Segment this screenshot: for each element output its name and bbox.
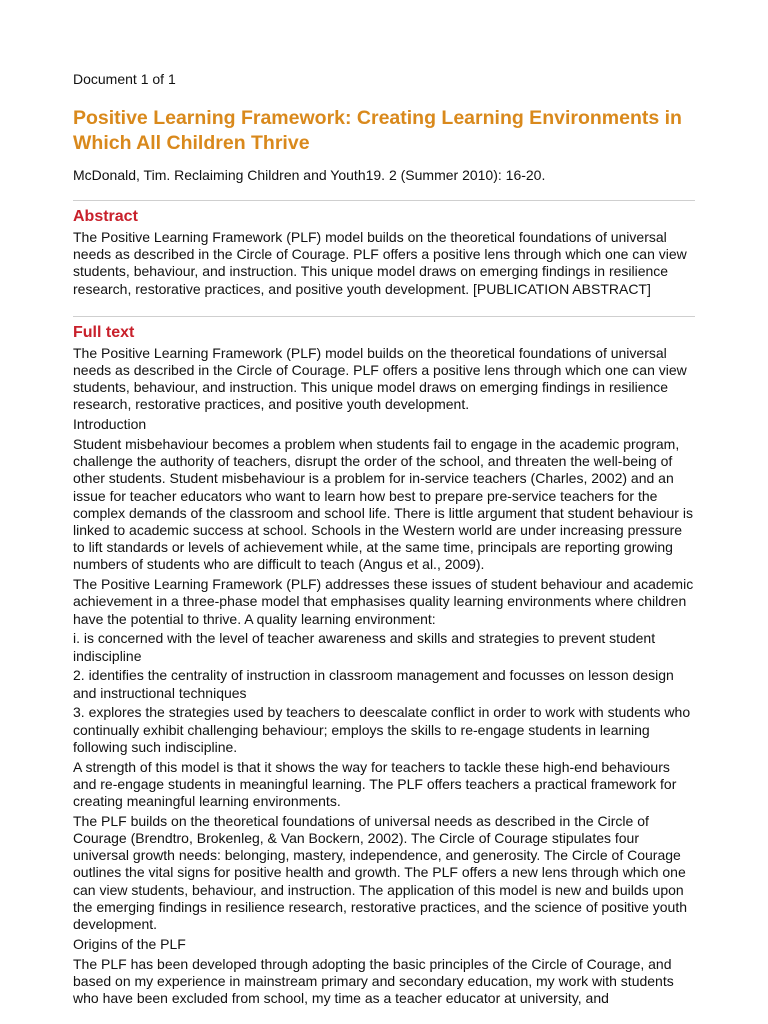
paragraph: The Positive Learning Framework (PLF) addresses these issues of student behaviour and academic achievement in a three-phase model that emphasises quality learning environments where children have the potential to thrive. A quality learning environment:: [73, 576, 694, 627]
paragraph: The PLF builds on the theoretical foundations of universal needs as described in the Circle of Courage (Brendtro, Brokenleg, & Van Bockern, 2002). The Circle of Courage stipulates four universal growth needs: belonging, mastery, independence, and generosity. The Circle of Courage outlines the vital signs for positive health and growth. The PLF offers a new lens through which one can view students, behaviour, and instruction. The application of this model is new and builds upon the emerging findings in resilience research, restorative practices, and the science of positive youth development.: [73, 812, 687, 933]
abstract-text: The Positive Learning Framework (PLF) model builds on the theoretical foundations of universal needs as described in the Circle of Courage. PLF offers a positive lens through which one can view students, behaviour, and instruction. This unique model draws on emerging findings in resilience research, restorative practices, and positive youth development. [PUBLICATION ABSTRACT]: [73, 229, 687, 297]
abstract-section: [73, 207, 695, 298]
paragraph: Student misbehaviour becomes a problem when students fail to engage in the academic program, challenge the authority of teachers, disrupt the order of the school, and threaten the well-being of other students. Student misbehaviour is a problem for in-service teachers (Charles, 2002) and an issue for teacher educators who want to learn how best to prepare pre-service teachers for the complex demands of the classroom and school life. There is little argument that student behaviour is linked to academic success at school. Schools in the Western world are under increasing pressure to lift standards or levels of achievement while, at the same time, principals are reporting growing numbers of students who are difficult to teach (Angus et al., 2009).: [73, 436, 693, 573]
document-content: [73, 70, 695, 1010]
divider: [73, 200, 695, 201]
paragraph: The Positive Learning Framework (PLF) model builds on the theoretical foundations of universal needs as described in the Circle of Courage. PLF offers a positive lens through which one can view students, behaviour, and instruction. This unique model draws on emerging findings in resilience research, restorative practices, and positive youth development.: [73, 344, 687, 413]
abstract-heading: Abstract: [73, 208, 138, 225]
list-item: 2. identifies the centrality of instruction in classroom management and focusses on lesson design and instructional techniques: [73, 667, 674, 701]
document-count: Document 1 of 1: [73, 71, 176, 87]
subheading-origins: Origins of the PLF: [73, 935, 186, 952]
paragraph: A strength of this model is that it shows the way for teachers to tackle these high-end behaviours and re-engage students in meaningful learning. The PLF offers teachers a practical framework for creating meaningful learning environments.: [73, 758, 677, 810]
full-text-section: [73, 323, 695, 1007]
subheading-introduction: Introduction: [73, 416, 147, 433]
article-title: Positive Learning Framework: Creating Learning Environments in Which All Children Thrive: [73, 107, 682, 154]
paragraph: The PLF has been developed through adopting the basic principles of the Circle of Courage, and based on my experience in mainstream primary and secondary education, my work with students who have been excluded from school, my time as a teacher educator at university, and: [73, 955, 674, 1007]
article-citation: McDonald, Tim. Reclaiming Children and Youth19. 2 (Summer 2010): 16-20.: [73, 167, 546, 183]
list-item: i. is concerned with the level of teacher awareness and skills and strategies to prevent student indiscipline: [73, 630, 656, 664]
divider: [73, 316, 695, 317]
full-text-heading: Full text: [73, 323, 135, 341]
list-item: 3. explores the strategies used by teachers to deescalate conflict in order to work with students who continually exhibit challenging behaviour; employs the skills to re-engage students in learning following such indiscipline.: [73, 704, 691, 755]
